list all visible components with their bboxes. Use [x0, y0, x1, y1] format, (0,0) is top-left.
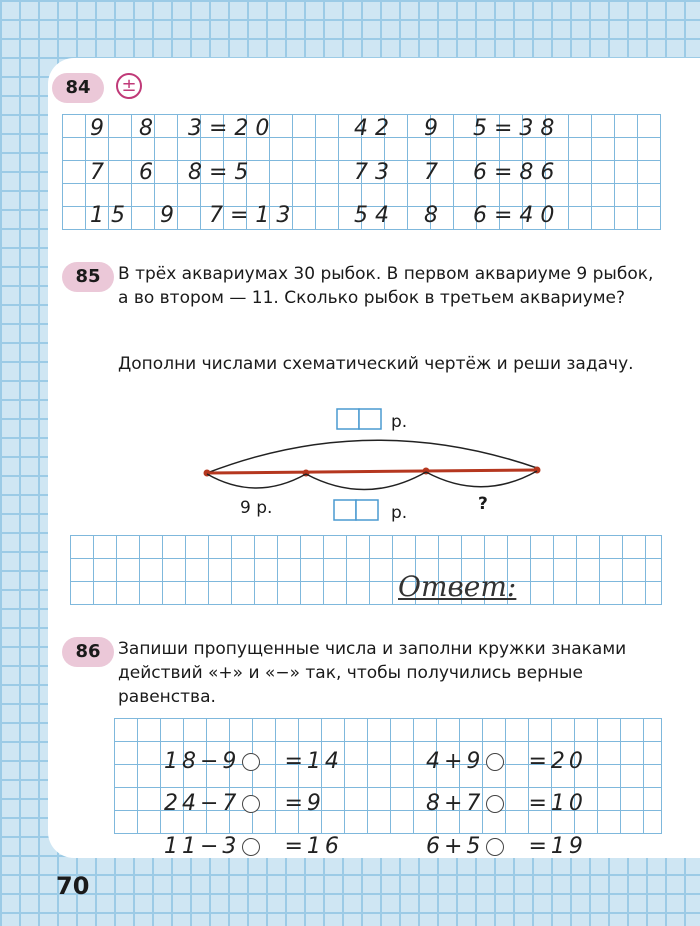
answer-label: Ответ: — [398, 570, 517, 603]
result: =9 — [284, 791, 325, 816]
second-part-unit: р. — [391, 503, 408, 523]
top-sum-box-cell-2[interactable] — [359, 409, 381, 429]
plus-minus-icon: ± — [116, 73, 142, 99]
operation-circle[interactable] — [242, 838, 260, 856]
task-85-solution-grid[interactable] — [70, 535, 662, 605]
task-86-row3-left[interactable] — [142, 808, 343, 860]
result: =10 — [528, 791, 587, 816]
task-85-instruction: Дополни числами схематический чертёж и реши задачу. — [118, 354, 634, 374]
first-part-label: 9 р. — [240, 498, 273, 518]
expression: 6+5 — [426, 834, 485, 859]
operation-circle[interactable] — [486, 838, 504, 856]
result: =14 — [284, 749, 343, 774]
page-number: 70 — [56, 872, 90, 900]
arc-part-2 — [306, 472, 426, 490]
top-sum-box-cell-1[interactable] — [337, 409, 359, 429]
task-85-problem: В трёх аквариумах 30 рыбок. В первом аквариуме 9 рыбок, а во втором — 11. Сколько рыбок в третьем аквариуме? — [118, 264, 654, 308]
task-84-badge: 84 — [52, 73, 104, 103]
result: =16 — [284, 834, 343, 859]
third-part-question: ? — [478, 494, 488, 514]
task-86-row3-right[interactable] — [404, 808, 587, 860]
arc-part-3 — [426, 471, 537, 487]
expression: 4+9 — [426, 749, 485, 774]
second-part-box-cell-2[interactable] — [356, 500, 378, 520]
task-84-row1-left[interactable]: 9 8 3=20 — [90, 116, 277, 141]
task-84-row3-right[interactable]: 54 8 6=40 — [354, 203, 562, 228]
second-part-box-cell-1[interactable] — [334, 500, 356, 520]
arc-part-1 — [207, 474, 306, 488]
expression: 8+7 — [426, 791, 485, 816]
task-84-row3-left[interactable]: 15 9 7=13 — [90, 203, 298, 228]
expression: 18−9 — [164, 749, 241, 774]
result: =19 — [528, 834, 587, 859]
task-86-badge: 86 — [62, 637, 114, 667]
expression: 11−3 — [164, 834, 241, 859]
task-86-instruction: Запиши пропущенные числа и заполни кружки знаками действий «+» и «−» так, чтобы получились верные равенства. — [118, 639, 627, 707]
total-arc — [207, 440, 537, 473]
main-segment — [207, 470, 537, 473]
task-84-row2-right[interactable]: 73 7 6=86 — [354, 160, 562, 185]
task-84-row1-right[interactable]: 42 9 5=38 — [354, 116, 562, 141]
task-84-row2-left[interactable]: 7 6 8=5 — [90, 160, 256, 185]
task-85-badge: 85 — [62, 262, 114, 292]
result: =20 — [528, 749, 587, 774]
top-sum-unit: р. — [391, 412, 408, 432]
expression: 24−7 — [164, 791, 241, 816]
